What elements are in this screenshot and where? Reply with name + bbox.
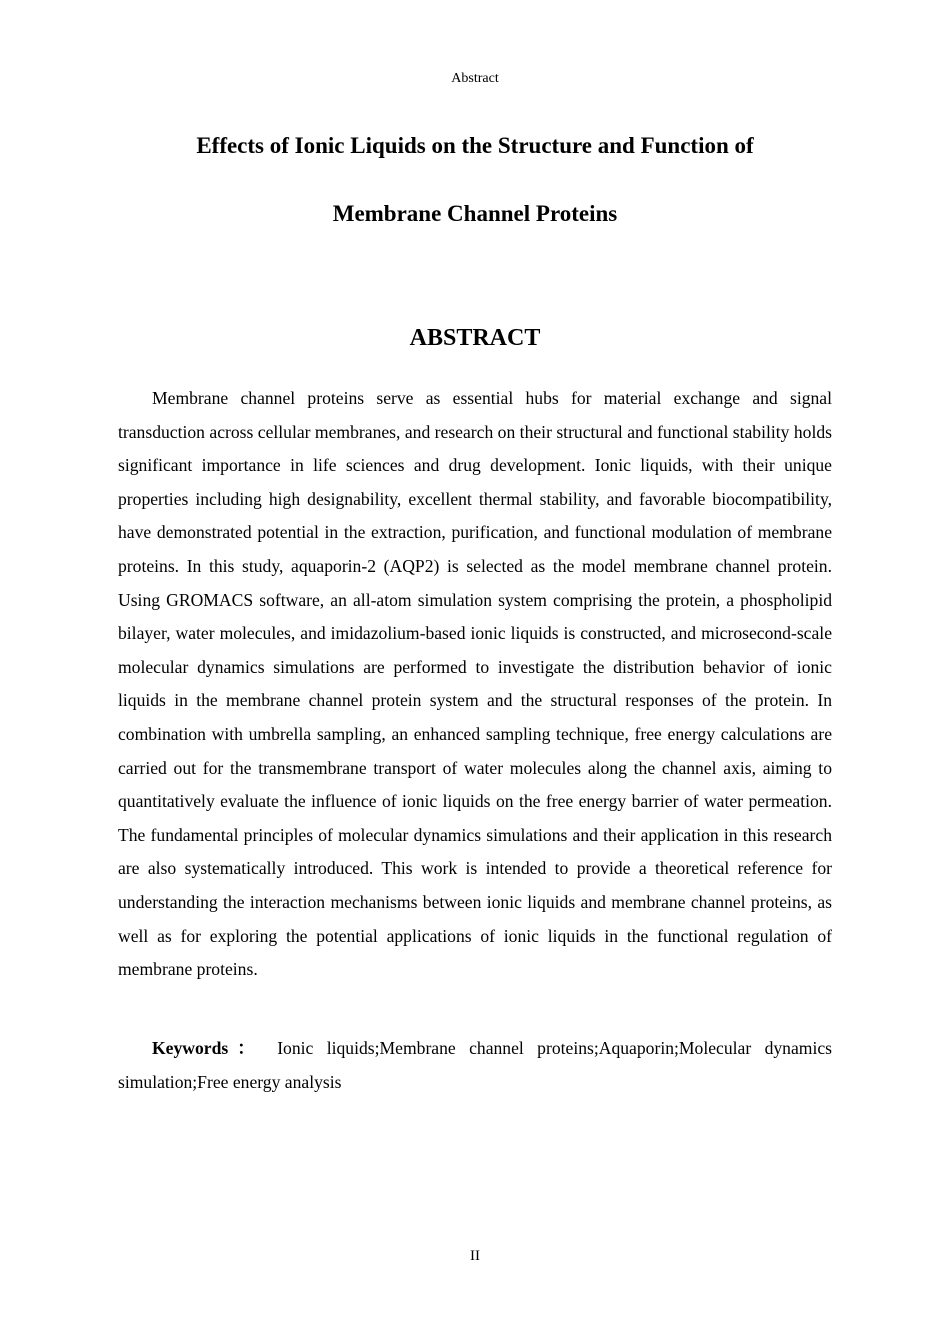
keywords-paragraph: [118, 1032, 832, 1099]
keywords-text: Ionic liquids;Membrane channel proteins;Aquaporin;Molecular dynamics simulation;Free energy analysis: [118, 1038, 832, 1092]
keywords-label: Keywords：: [152, 1038, 264, 1058]
thesis-title-line-2: Membrane Channel Proteins: [332, 201, 618, 226]
running-header: Abstract: [451, 71, 499, 86]
page-number: II: [470, 1248, 480, 1264]
thesis-title: [100, 112, 850, 248]
abstract-heading: ABSTRACT: [409, 325, 541, 351]
thesis-title-line-1: Effects of Ionic Liquids on the Structure and Function of: [196, 133, 754, 158]
abstract-body: Membrane channel proteins serve as essential hubs for material exchange and signal transduction across cellular membranes, and research on their structural and functional stability holds significant importance in life sciences and drug development. Ionic liquids, with their unique properties including high designability, excellent thermal stability, and favorable biocompatibility, have demonstrated potential in the extraction, purification, and functional modulation of membrane proteins. In this study, aquaporin-2 (AQP2) is selected as the model membrane channel protein. Using GROMACS software, an all-atom simulation system comprising the protein, a phospholipid bilayer, water molecules, and imidazolium-based ionic liquids is constructed, and microsecond-scale molecular dynamics simulations are performed to investigate the distribution behavior of ionic liquids in the membrane channel protein system and the structural responses of the protein. In combination with umbrella sampling, an enhanced sampling technique, free energy calculations are carried out for the transmembrane transport of water molecules along the channel axis, aiming to quantitatively evaluate the influence of ionic liquids on the free energy barrier of water permeation. The fundamental principles of molecular dynamics simulations and their application in this research are also systematically introduced. This work is intended to provide a theoretical reference for understanding the interaction mechanisms between ionic liquids and membrane channel proteins, as well as for exploring the potential applications of ionic liquids in the functional regulation of membrane proteins.: [118, 388, 832, 980]
